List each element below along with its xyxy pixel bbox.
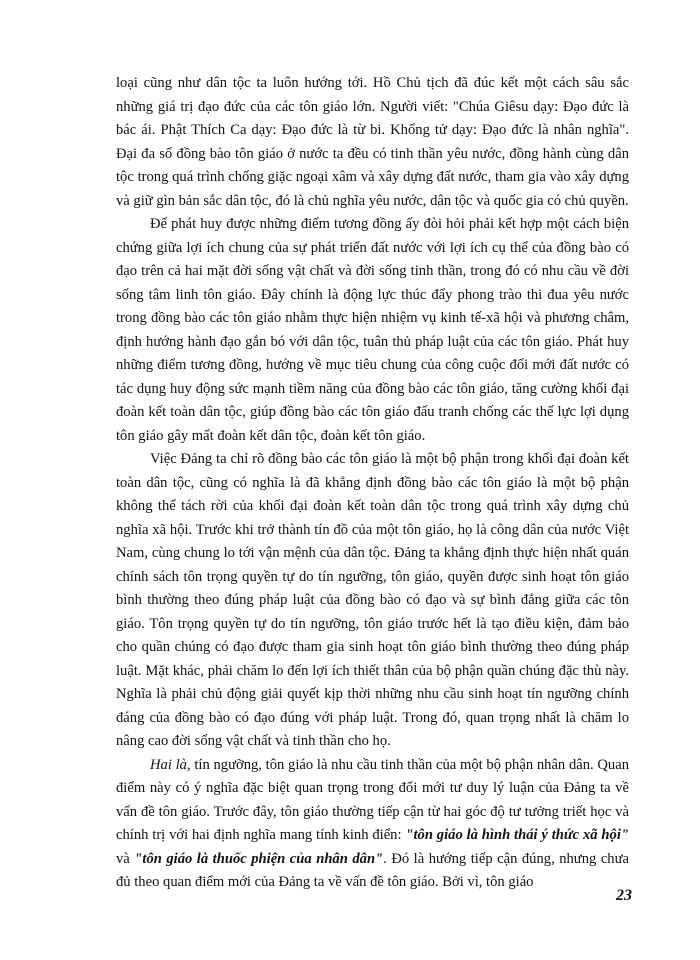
body-text [116, 72, 629, 895]
paragraph-4 [116, 754, 629, 895]
paragraph-4-lead: Hai là, [150, 756, 191, 773]
page-number: 23 [616, 887, 632, 904]
paragraph-4-text-a: tín ngưỡng, tôn giáo là nhu cầu tinh thần của một bộ phận nhân dân. Quan điểm này có ý nghĩa đặc biệt quan trọng trong đổi mới tư duy lý luận của Đảng ta về vấn đề tôn giáo. Trước đây, tôn giáo thường tiếp cận từ hai góc độ tư tưởng triết học và chính trị với hai định nghĩa mang tính kinh điển: [116, 756, 629, 843]
paragraph-4-quote-1: "tôn giáo là hình thái ý thức xã hội" [405, 827, 629, 843]
paragraph-1: loại cũng như dân tộc ta luôn hướng tới. Hồ Chủ tịch đã đúc kết một cách sâu sắc những giá trị đạo đức của các tôn giáo lớn. Người viết: "Chúa Giêsu dạy: Đạo đức là bác ái. Phật Thích Ca dạy: Đạo đức là từ bi. Khổng tử dạy: Đạo đức là nhân nghĩa". Đại đa số đồng bào tôn giáo ở nước ta đều có tinh thần yêu nước, đồng hành cùng dân tộc trong quá trình chống giặc ngoại xâm và xây dựng đất nước, tham gia vào xây dựng và giữ gìn bản sắc dân tộc, đó là chủ nghĩa yêu nước, dân tộc và quốc gia có chủ quyền. [116, 75, 629, 209]
paragraph-4-quote-2: "tôn giáo là thuốc phiện của nhân dân" [134, 850, 384, 867]
paragraph-4-text-c: . Đó là hướng tiếp cận đúng, nhưng chưa đủ theo quan điểm mới của Đảng ta về vấn đề tôn giáo. Bởi vì, tôn giáo [116, 850, 629, 890]
paragraph-2: Để phát huy được những điểm tương đồng ấy đòi hỏi phải kết hợp một cách biện chứng giữa lợi ích chung của sự phát triển đất nước với lợi ích cụ thể của đồng bào có đạo trên cả hai mặt đời sống vật chất và đời sống tinh thần, trong đó có nhu cầu về đời sống tâm linh tôn giáo. Đây chính là động lực thúc đẩy phong trào thi đua yêu nước trong đồng bào các tôn giáo nhằm thực hiện nhiệm vụ kinh tế-xã hội và phương châm, định hướng hành đạo gắn bó với dân tộc, tuân thủ pháp luật của các tôn giáo. Phát huy những điểm tương đồng, hướng về mục tiêu chung của công cuộc đổi mới đất nước có tác dụng huy động sức mạnh tiềm năng của đồng bào các tôn giáo, tăng cường khối đại đoàn kết toàn dân tộc, giúp đồng bào các tôn giáo đấu tranh chống các thế lực lợi dụng tôn giáo gây mất đoàn kết dân tộc, đoàn kết tôn giáo. [116, 216, 629, 444]
paragraph-4-text-b: và [116, 850, 135, 867]
paragraph-3: Việc Đảng ta chỉ rõ đồng bào các tôn giáo là một bộ phận trong khối đại đoàn kết toàn dân tộc, cũng có nghĩa là đã khẳng định đồng bào các tôn giáo là một bộ phận không thể tách rời của khối đại đoàn kết toàn dân tộc trong quá trình xây dựng chủ nghĩa xã hội. Trước khi trở thành tín đồ của một tôn giáo, họ là công dân của nước Việt Nam, cùng chung lo tới vận mệnh của dân tộc. Đảng ta khẳng định thực hiện nhất quán chính sách tôn trọng quyền tự do tín ngưỡng, tôn giáo, quyền được sinh hoạt tôn giáo bình thường theo đúng pháp luật của đồng bào có đạo và sự bình đẳng giữa các tôn giáo. Tôn trọng quyền tự do tín ngưỡng, tôn giáo trước hết là tạo điều kiện, đảm bảo cho quần chúng có đạo được tham gia sinh hoạt tôn giáo bình thường theo đúng pháp luật. Mặt khác, phải chăm lo đến lợi ích thiết thân của bộ phận quần chúng đặc thù này. Nghĩa là phải chủ động giải quyết kịp thời những nhu cầu sinh hoạt tín ngưỡng chính đáng của đồng bào có đạo đúng với pháp luật. Trong đó, quan trọng nhất là chăm lo nâng cao đời sống vật chất và tinh thần cho họ. [116, 451, 629, 749]
